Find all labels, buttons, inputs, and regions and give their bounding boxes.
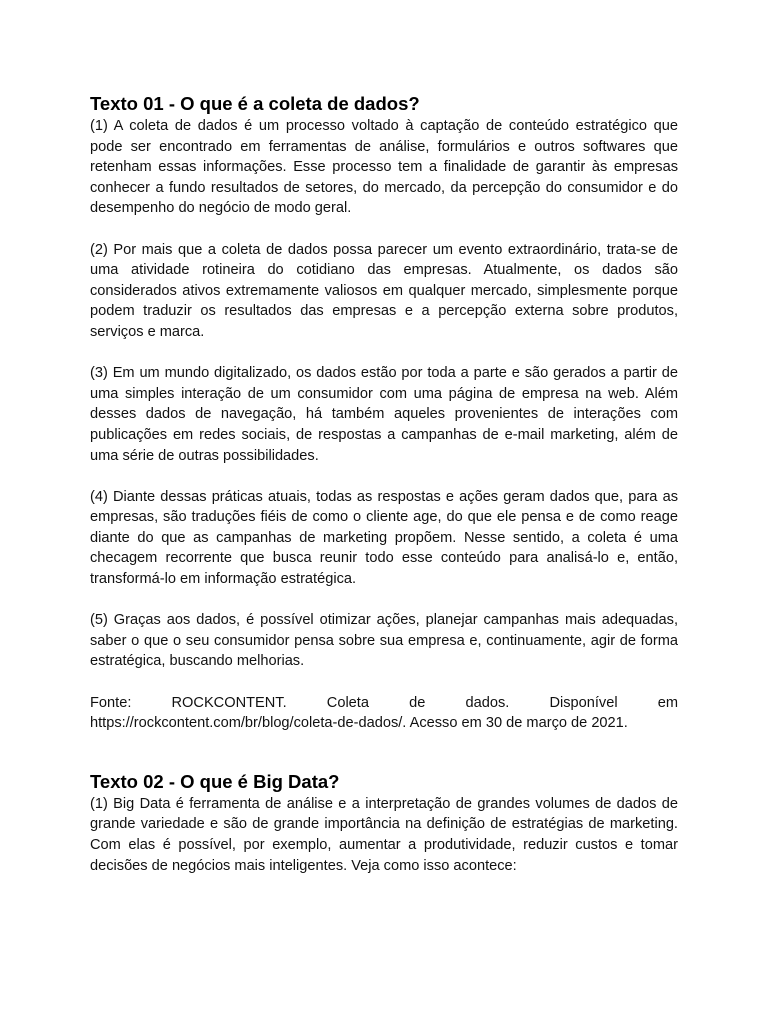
paragraph: (4) Diante dessas práticas atuais, todas as respostas e ações geram dados que, para as empresas, são traduções fiéis de como o cliente age, do que ele pensa e de como reage diante do que as campanhas de marketing propõem. Nesse sentido, a coleta é uma checagem recorrente que busca reunir todo esse conteúdo para analisá-lo e, então, transformá-lo em informação estratégica. [90, 488, 678, 588]
section-title: Texto 01 - O que é a coleta de dados? [90, 93, 420, 114]
paragraph: (2) Por mais que a coleta de dados possa parecer um evento extraordinário, trata-se de uma atividade rotineira do cotidiano das empresas. Atualmente, os dados são considerados ativos extremamente valiosos em qualquer mercado, simplesmente porque podem traduzir os resultados das empresas e a percepção externa sobre produtos, serviços e marca. [90, 241, 678, 340]
source-citation: Fonte: ROCKCONTENT. Coleta de dados. Disponível em https://rockcontent.com/br/blog/coleta-de-dados/. Acesso em 30 de março de 2021. [90, 694, 678, 732]
section-texto-01 [90, 92, 678, 734]
document-page [90, 92, 678, 876]
paragraph: (1) A coleta de dados é um processo voltado à captação de conteúdo estratégico que pode ser encontrado em ferramentas de análise, formulários e outros softwares que retenham essas informações. Esse processo tem a finalidade de garantir às empresas conhecer a fundo resultados de setores, do mercado, da percepção do consumidor e do desempenho do negócio de modo geral. [90, 118, 678, 217]
paragraph: (3) Em um mundo digitalizado, os dados estão por toda a parte e são gerados a partir de uma simples interação de um consumidor com uma página de empresa na web. Além desses dados de navegação, há também aqueles provenientes de interações com publicações em redes sociais, de respostas a campanhas de e-mail marketing, além de uma série de outras possibilidades. [90, 365, 678, 464]
paragraph: (5) Graças aos dados, é possível otimizar ações, planejar campanhas mais adequadas, saber o que o seu consumidor pensa sobre sua empresa e, continuamente, agir de forma estratégica, buscando melhorias. [90, 612, 678, 670]
paragraph: (1) Big Data é ferramenta de análise e a interpretação de grandes volumes de dados de grande variedade e são de grande importância na definição de estratégias de marketing. Com elas é possível, por exemplo, aumentar a produtividade, reduzir custos e tomar decisões de negócios mais inteligentes. Veja como isso acontece: [90, 795, 678, 874]
section-texto-02 [90, 770, 678, 876]
section-title: Texto 02 - O que é Big Data? [90, 770, 340, 792]
